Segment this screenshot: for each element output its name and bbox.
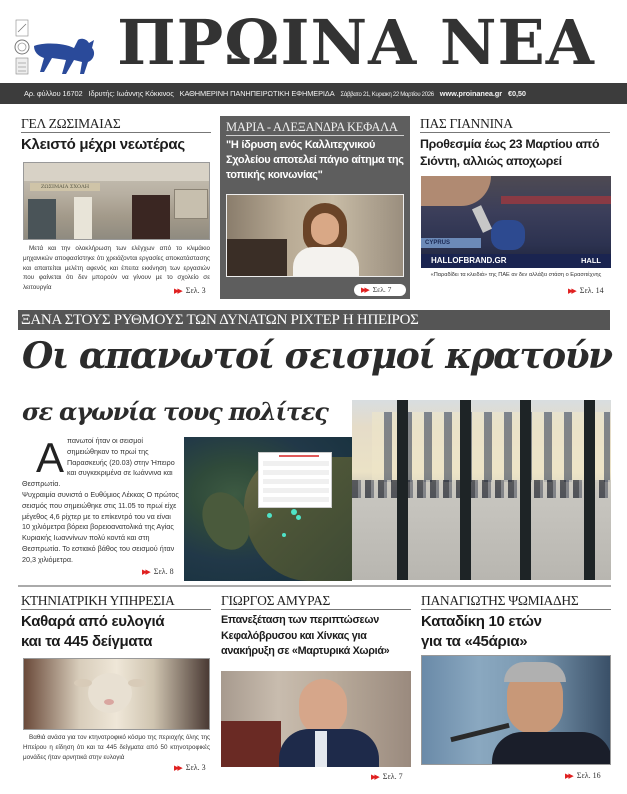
story-headline[interactable]: Επανεξέταση των περιπτώσεων Κεφαλόβρυσου και Χίνκας για ανακήρυξη σε «Μαρτυρικά Χωριά» <box>221 614 390 657</box>
photo-caption: «Παραδίδει τα κλειδιά» της ΠΑΕ αν δεν αλλάξει στάση ο Ερασιτέχνης <box>430 272 602 278</box>
story-kefala-box[interactable] <box>220 116 410 299</box>
lead-body-intro: πανωτοί ήταν οι σεισμοί σημειώθηκαν το πρωί της Παρασκευής (20.03) στην Ήπειρο και συγκεκριμένα σε Ιωάννινα και Θεσπρωτία. <box>22 436 175 489</box>
story-kicker: ΠΑΣ ΓΙΑΝΝΙΝΑ <box>420 116 610 133</box>
page-reference[interactable]: ▶▶ Σελ. 14 <box>568 286 604 295</box>
lead-body <box>22 436 180 566</box>
story-headline-line2[interactable]: για τα «45άρια» <box>421 633 528 650</box>
elia-seal-icon <box>16 20 28 36</box>
section-divider <box>18 585 611 587</box>
page-reference[interactable]: ▶▶ Σελ. 3 <box>174 286 206 295</box>
lead-headline-line1[interactable]: Οι απανωτοί σεισμοί κρατούν <box>22 335 612 377</box>
page-reference-pill[interactable]: ▶▶ Σελ. 7 <box>354 284 406 296</box>
map-info-popup <box>258 452 332 508</box>
story-pas-giannina[interactable] <box>420 116 612 298</box>
lead-headline-line2[interactable]: σε αγωνία τους πολίτες <box>22 397 328 426</box>
kefala-portrait-photo <box>226 194 404 277</box>
story-ktiniatriki[interactable] <box>21 593 211 788</box>
masthead-logos <box>14 18 104 80</box>
epicenter-marker <box>291 509 297 515</box>
story-gel-zosimaias[interactable] <box>21 116 211 298</box>
lead-kicker-bar <box>18 310 610 330</box>
story-headline[interactable]: Προθεσμία έως 23 Μαρτίου από Σιόντη, αλλιώς αποχωρεί <box>420 137 600 168</box>
psomiadis-portrait-photo <box>421 655 611 765</box>
bull-logo-icon <box>34 39 94 74</box>
epicenter-marker <box>282 533 286 537</box>
sponsor-banner-cyprus: CYPRUS <box>421 238 481 248</box>
newspaper-title: ΠΡΩΙΝΑ ΝΕΑ <box>117 6 595 79</box>
double-arrow-icon: ▶▶ <box>174 764 181 772</box>
school-building-photo <box>23 162 210 240</box>
issue-number: Αρ. φύλλου 16702 <box>24 89 83 98</box>
story-headline-line1[interactable]: Καθαρά από ευλογιά <box>21 613 165 630</box>
sponsor-banner-hallofbrand: HALLOFBRAND.GR <box>431 256 507 265</box>
double-arrow-icon: ▶▶ <box>568 287 575 295</box>
info-bar <box>0 83 627 104</box>
website-link[interactable]: www.proinanea.gr <box>439 89 502 98</box>
story-headline-line2[interactable]: και τα 445 δείγματα <box>21 633 153 650</box>
tagline: ΚΑΘΗΜΕΡΙΝΗ ΠΑΝΗΠΕΙΡΩΤΙΚΗ ΕΦΗΜΕΡΙΔΑ <box>179 89 335 98</box>
amyras-portrait-photo <box>221 671 411 767</box>
story-body: Βαθιά ανάσα για τον κτηνοτροφικό κόσμο της περιοχής όλης της Ηπείρου η είδηση ότι και τα 445 δείγματα από 50 κτηνοτροφικές μονάδες ήταν αρνητικά στην ευλογιά <box>23 734 210 761</box>
circle-emblem-icon <box>15 40 29 54</box>
epicenter-marker <box>267 513 272 518</box>
double-arrow-icon: ▶▶ <box>361 286 368 294</box>
double-arrow-icon: ▶▶ <box>565 772 572 780</box>
story-headline[interactable]: Κλειστό μέχρι νεωτέρας <box>21 136 185 153</box>
story-headline-line1[interactable]: Καταδίκη 10 ετών <box>421 613 542 630</box>
page-reference[interactable]: ▶▶ Σελ. 7 <box>371 772 403 781</box>
story-kicker: ΓΕΛ ΖΩΣΙΜΑΙΑΣ <box>21 116 211 133</box>
price: €0,50 <box>507 89 526 98</box>
story-kicker: ΚΤΗΝΙΑΤΡΙΚΗ ΥΠΗΡΕΣΙΑ <box>21 593 211 610</box>
sponsor-banner-hall: HALL <box>581 256 601 265</box>
lead-body-rest: Ψυχραιμία συνιστά ο Ευθύμιος Λέκκας Ο πρώτος σεισμός που σημειώθηκε στις 11.05 το πρωί είχε μέγεθος 4,6 ρίχτερ με το επίκεντρό του να είναι 10 χιλιόμετρα βόρεια βορειοανατολικά της Αγίας Κυριακής Ιωαννίνων πολύ κοντά και στη Θεσπρωτία. Το εστιακό βάθος του σεισμού ήταν 20,3 χιλιόμετρα. <box>22 489 179 564</box>
earthquake-map-photo <box>184 437 352 581</box>
story-psomiadis[interactable] <box>421 593 611 788</box>
building-emblem-icon <box>16 58 28 74</box>
story-kicker: ΠΑΝΑΓΙΩΤΗΣ ΨΩΜΙΑΔΗΣ <box>421 593 611 610</box>
school-sign: ΖΩΣΙΜΑΙΑ ΣΧΟΛΗ <box>30 183 100 191</box>
drop-cap: Α <box>36 434 65 481</box>
issue-date: Σάββατο 21, Κυριακη 22 Μαρτίου 2026 <box>340 92 434 98</box>
double-arrow-icon: ▶▶ <box>142 568 149 576</box>
story-kicker: ΜΑΡΙΑ - ΑΛΕΞΑΝΔΡΑ ΚΕΦΑΛΑ <box>226 119 404 136</box>
page-reference[interactable]: ▶▶ Σελ. 16 <box>565 771 601 780</box>
story-body: Μετά και την ολοκλήρωση των ελέγχων από το κλιμάκιο μηχανικών αποφασίστηκε ότι χρειάζονται εργασίες αποκατάστασης και απαιτείται μελέτη αφενός και έπειτα εκκίνηση των εργασιών που φαίνεται ότι δεν μπορούν να γίνουν με το σχολείο σε λειτουργία <box>23 245 210 292</box>
story-headline[interactable]: "Η ίδρυση ενός Καλλιτεχνικού Σχολείου αποτελεί πάγιο αίτημα της τοπικής κοινωνίας" <box>226 139 404 181</box>
founder: Ιδρυτής: Ιωάννης Κόκκινος <box>88 89 174 98</box>
page-reference[interactable]: ▶▶ Σελ. 8 <box>142 567 174 576</box>
stadium-keys-photo <box>421 176 611 268</box>
sheep-photo <box>23 658 210 730</box>
story-kicker: ΓΙΩΡΓΟΣ ΑΜΥΡΑΣ <box>221 593 411 610</box>
story-amyras[interactable] <box>221 593 411 788</box>
page-reference[interactable]: ▶▶ Σελ. 3 <box>174 763 206 772</box>
double-arrow-icon: ▶▶ <box>371 773 378 781</box>
epicenter-marker <box>296 515 301 520</box>
school-yard-photo <box>352 400 611 580</box>
double-arrow-icon: ▶▶ <box>174 287 181 295</box>
lead-kicker: ΞΑΝΑ ΣΤΟΥΣ ΡΥΘΜΟΥΣ ΤΩΝ ΔΥΝΑΤΩΝ ΡΙΧΤΕΡ Η ΗΠΕΙΡΟΣ <box>21 312 419 328</box>
